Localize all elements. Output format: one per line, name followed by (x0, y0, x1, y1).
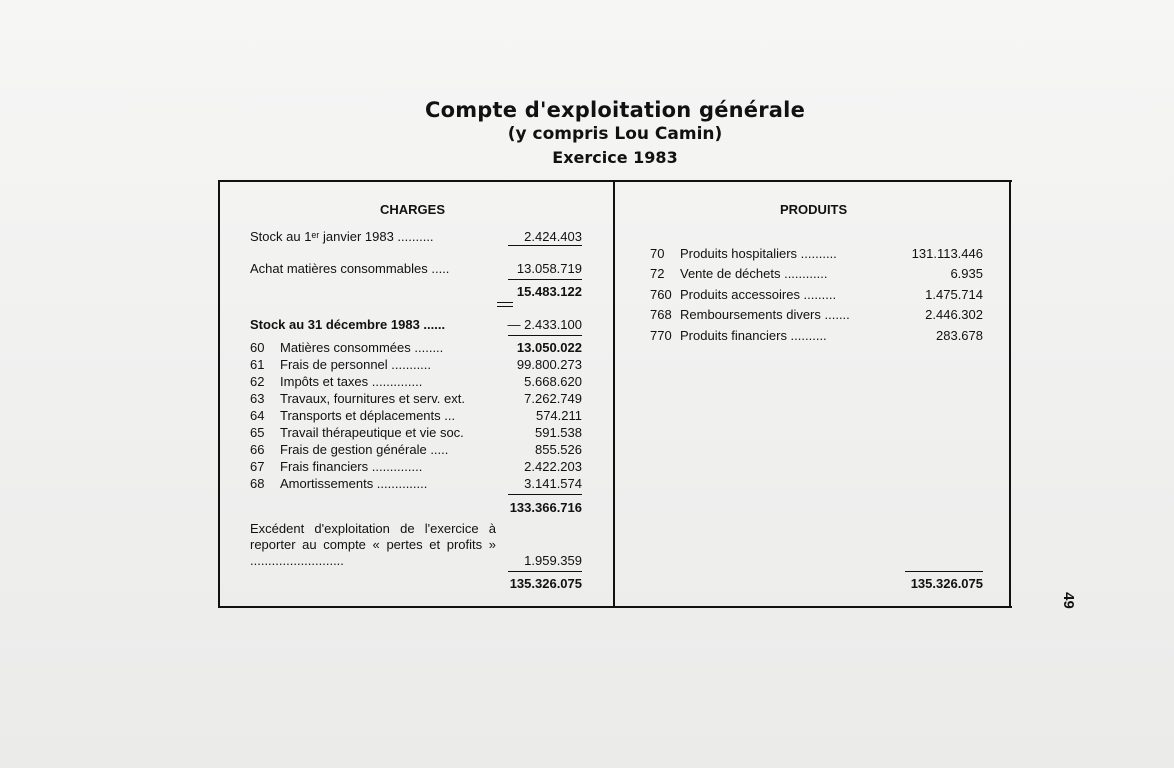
account-label: Produits accessoires ......... (680, 287, 837, 302)
rule (508, 279, 582, 280)
charge-item-row (250, 357, 582, 373)
table-center-divider (613, 180, 615, 606)
account-label: Travaux, fournitures et serv. ext. (280, 391, 465, 406)
account-label: Vente de déchets ............ (680, 266, 828, 281)
achat-row (250, 261, 582, 277)
produits-heading: PRODUITS (780, 202, 848, 217)
charges-items-total-row (250, 500, 582, 516)
account-label: Impôts et taxes .............. (280, 374, 423, 389)
account-value: 99.800.273 (516, 357, 582, 372)
excedent-row (250, 553, 582, 569)
account-value: 7.262.749 (524, 391, 582, 406)
account-number: 62 (250, 374, 265, 389)
rule (497, 302, 513, 303)
rule (508, 494, 582, 495)
title-block (330, 98, 900, 167)
rule (508, 571, 582, 572)
stock-fin-label: Stock au 31 décembre 1983 ...... (250, 317, 446, 332)
account-number: 768 (650, 307, 672, 322)
charge-item-row (250, 442, 582, 458)
subtotal-value: 15.483.122 (516, 284, 582, 299)
charges-heading: CHARGES (380, 202, 446, 217)
charge-item-row (250, 391, 582, 407)
stock-fin-row (250, 317, 582, 333)
account-value: 131.113.446 (911, 246, 983, 261)
charge-item-row (250, 408, 582, 424)
achat-value: 13.058.719 (516, 261, 582, 276)
page-number: 49 (1059, 592, 1077, 609)
account-label: Remboursements divers ....... (680, 307, 850, 322)
stock-debut-value: 2.424.403 (524, 229, 582, 244)
account-value: 2.446.302 (925, 307, 983, 322)
account-number: 61 (250, 357, 265, 372)
document-subtitle: (y compris Lou Camin) (507, 124, 723, 144)
charges-items-total: 133.366.716 (509, 500, 582, 515)
account-value: 3.141.574 (524, 476, 582, 491)
account-number: 760 (650, 287, 672, 302)
account-number: 770 (650, 328, 672, 343)
excedent-value: 1.959.359 (524, 553, 582, 568)
rule (508, 335, 582, 336)
account-label: Amortissements .............. (280, 476, 428, 491)
account-value: 283.678 (936, 328, 983, 343)
account-label: Frais financiers .............. (280, 459, 423, 474)
account-number: 63 (250, 391, 265, 406)
produit-item-row (650, 307, 983, 323)
stock-fin-value: — 2.433.100 (507, 317, 582, 332)
account-label: Travail thérapeutique et vie soc. (280, 425, 464, 440)
achat-label: Achat matières consommables ..... (250, 261, 450, 276)
account-number: 65 (250, 425, 265, 440)
account-value: 13.050.022 (516, 340, 582, 355)
charge-item-row (250, 459, 582, 475)
account-value: 1.475.714 (925, 287, 983, 302)
rule (497, 306, 513, 307)
account-value: 5.668.620 (524, 374, 582, 389)
stock-debut-label: Stock au 1ᵉʳ janvier 1983 .......... (250, 229, 434, 244)
account-value: 591.538 (535, 425, 582, 440)
rule (905, 571, 983, 572)
account-value: 2.422.203 (524, 459, 582, 474)
table-right-border (1009, 180, 1011, 606)
account-number: 64 (250, 408, 265, 423)
subtotal-row (250, 284, 582, 300)
account-label: Produits hospitaliers .......... (680, 246, 837, 261)
account-label: Frais de personnel ........... (280, 357, 432, 372)
produit-item-row (650, 287, 983, 303)
account-value: 6.935 (950, 266, 983, 281)
account-number: 66 (250, 442, 265, 457)
table-left-border (218, 180, 220, 606)
produit-item-row (650, 246, 983, 262)
produit-item-row (650, 266, 983, 282)
charge-item-row (250, 425, 582, 441)
account-label: Transports et déplacements ... (280, 408, 456, 423)
charges-total-row (250, 576, 582, 592)
account-label: Matières consommées ........ (280, 340, 444, 355)
account-value: 855.526 (535, 442, 582, 457)
produits-total-row (650, 576, 983, 592)
account-label: Frais de gestion générale ..... (280, 442, 449, 457)
account-number: 67 (250, 459, 265, 474)
account-number: 60 (250, 340, 265, 355)
produits-grand-total: 135.326.075 (910, 576, 983, 591)
charge-item-row (250, 374, 582, 390)
stock-debut-row (250, 229, 582, 245)
account-number: 70 (650, 246, 665, 261)
account-number: 68 (250, 476, 265, 491)
rule (508, 245, 582, 246)
charge-item-row (250, 340, 582, 356)
document-title: Compte d'exploitation générale (424, 98, 806, 122)
account-number: 72 (650, 266, 665, 281)
produit-item-row (650, 328, 983, 344)
charge-item-row (250, 476, 582, 492)
account-label: Produits financiers .......... (680, 328, 827, 343)
fiscal-year: Exercice 1983 (552, 148, 678, 167)
charges-grand-total: 135.326.075 (509, 576, 582, 591)
account-value: 574.211 (535, 408, 582, 423)
excedent-label: Excédent d'exploitation de l'exercice à reporter au compte « pertes et profits » .......................... (250, 521, 496, 568)
